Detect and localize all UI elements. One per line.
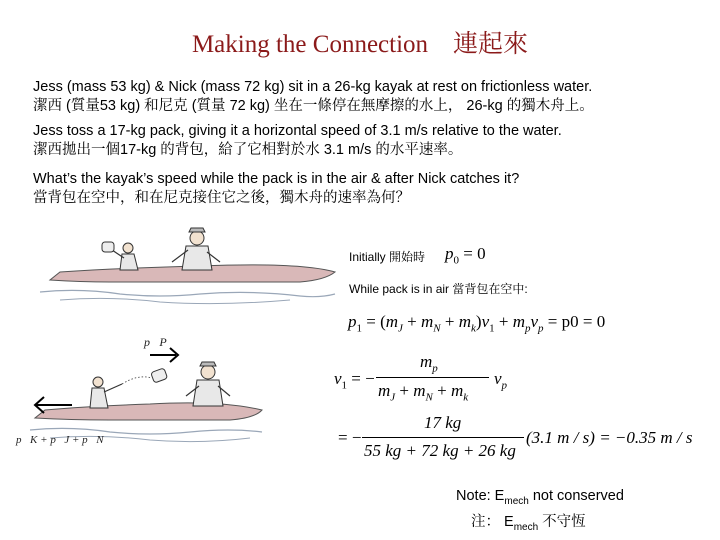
label-while-in-air: While pack is in air 當背包在空中: [349,282,528,296]
fraction-bar-1 [376,377,489,378]
eq-minus: = − [338,428,362,447]
label-initially: Initially 開始時 [349,250,426,264]
denominator-masses: 55 kg + 72 kg + 26 kg [364,441,516,460]
note-zh-suffix: 不守恆 [538,514,586,530]
note-zh-prefix: 注： E [471,514,514,530]
note-en-suffix: not conserved [528,488,624,504]
statement-chinese: 潔西 (質量53 kg) 和尼克 (質量 72 kg) 坐在一條停在無摩擦的水上， 26-kg 的獨木舟上。 [33,98,594,114]
eq0-rhs: = 0 [463,244,486,263]
eq1-tail: = p0 = 0 [547,312,606,331]
note-zh-sub: mech [513,521,539,533]
numeric-result: (3.1 m / s) = −0.35 m / s [526,428,693,447]
question-english: What’s the kayak’s speed while the pack is in the air & after Nick catches it? [33,171,520,187]
kayak-scene-initial [40,228,335,304]
toss-chinese: 潔西拋出一個17-kg 的背包，給了它相對於水 3.1 m/s 的水平速率。 [33,142,463,158]
numerator-pack-mass: 17 kg [424,413,462,432]
sum-momentum-label: p⃗K + p⃗J + p⃗N [16,434,104,446]
note-english [456,488,624,507]
slide: Making the Connection 連起來 Jess (mass 53 kg) & Nick (mass 72 kg) sit in a 26-kg kayak at rest on frictionless water. 潔西 (質量53 kg) 和尼克 (質量 72 kg) 坐在一條停在無摩擦的水上， 26-kg 的獨木舟上。 Jess toss a 17-kg pack, giving it a horizontal speed of 3.1 m/s relative to the water. 潔西拋出一個17-kg 的背包，給了它相對於水 3.1 m/s 的水平速率。 What’s the kayak’s speed while the pack is in the air & after Nick catches it? 當背包在空中，和在尼克接住它之後，獨木舟的速率為何？ p⃗P p⃗K + p⃗J + p⃗N Initially 開始時 While pack is in air 當背包在空中: $p_0 = 0$ $p_1 = (m_J + m_N + m_k)v_1 + m_pv_p = p0 = 0$ $v_1$ = − $m_p$ $m_J + m_N + m_k$ $v_p$ = − 17 kg 55 kg + 72 kg + 26 kg (3.1 m / s) = −0.35 m / s Note: $E_{mech}$ not conserved 注： $E_{mech}$ 不守恆 [0,0,720,540]
question-chinese: 當背包在空中，和在尼克接住它之後，獨木舟的速率為何？ [33,190,410,206]
v1-equals: = − [351,369,375,388]
slide-title: Making the Connection 連起來 [191,31,529,58]
note-en-prefix: Note: E [456,488,505,504]
equation-momentum-in-air: $p_1 = (m_J + m_N + m_k)v_1 + m_pv_p = p0 = 0$ [348,312,606,335]
note-en-sub: mech [504,495,529,507]
toss-english: Jess toss a 17-kg pack, giving it a horizontal speed of 3.1 m/s relative to the water. [33,123,562,139]
pack-momentum-label: p⃗P [144,335,167,349]
note-chinese [471,510,586,533]
equation-initial-momentum: $p_0 = 0$ [445,244,486,267]
fraction-bar-2 [362,437,524,438]
kayak-scene-toss [30,362,262,442]
statement-english: Jess (mass 53 kg) & Nick (mass 72 kg) sit in a 26-kg kayak at rest on frictionless water. [33,79,593,95]
pack-momentum-arrow [150,348,178,362]
